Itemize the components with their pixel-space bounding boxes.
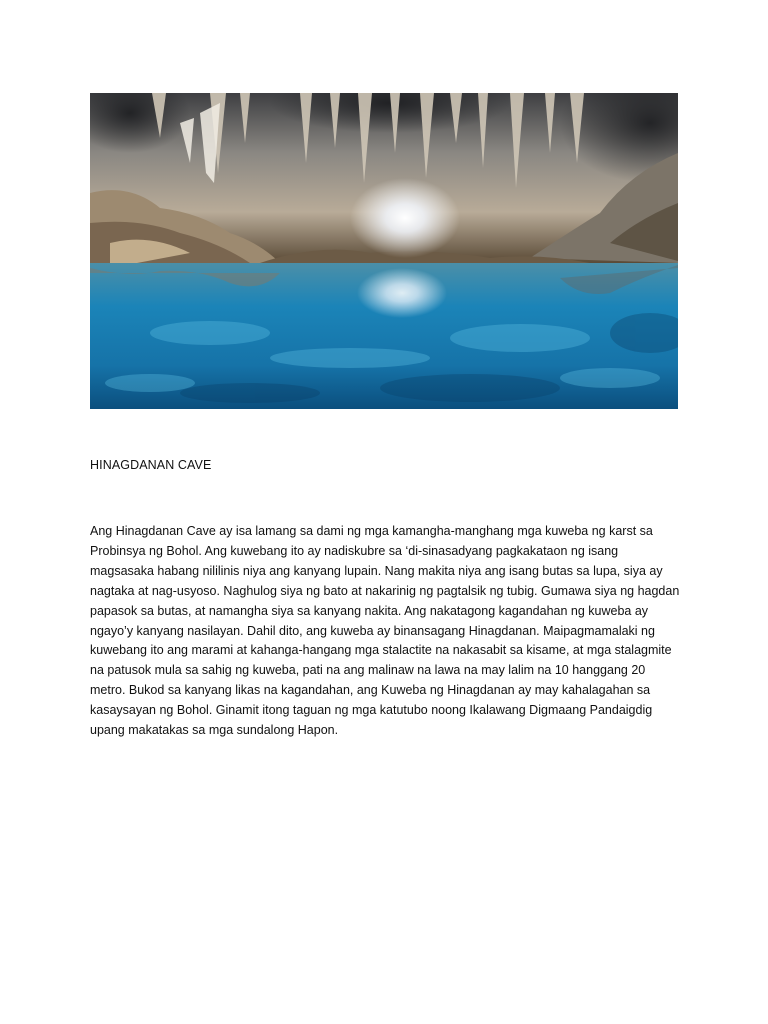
cave-photo — [90, 93, 678, 409]
paragraph-line: metro. Bukod sa kanyang likas na kagandahan, ang Kuweba ng Hinagdanan ay may kahalagahan sa — [90, 683, 651, 698]
paragraph-line: Probinsya ng Bohol. Ang kuwebang ito ay nadiskubre sa ‘di-sinasadyang pagkakataon ng isang — [90, 543, 619, 558]
paragraph-line: kasaysayan ng Bohol. Ginamit itong taguan ng mga katutubo noong Ikalawang Digmaang Pandaigdig — [90, 703, 653, 718]
paragraph-line: kuwebang ito ang marami at kahanga-hangang mga stalactite na nakasabit sa kisame, at mga stalagmite — [90, 643, 672, 658]
paragraph-line: magsasaka habang nililinis niya ang kanyang lupain. Nang makita niya ang isang butas sa lupa, siya ay — [90, 563, 663, 578]
paragraph-line: papasok sa butas, at namangha siya sa kanyang nakita. Ang nakatagong kagandahan ng kuweba ay — [90, 603, 649, 618]
body-paragraph — [90, 522, 680, 741]
paragraph-line: upang makatakas sa mga sundalong Hapon. — [90, 723, 339, 738]
page-title: HINAGDANAN CAVE — [90, 458, 212, 472]
paragraph-line: na patusok mula sa sahig ng kuweba, pati na ang malinaw na lawa na may lalim na 10 hanggang 20 — [90, 663, 646, 678]
paragraph-line: ngayo’y kanyang nasilayan. Dahil dito, ang kuweba ay binansagang Hinagdanan. Maipagmamalaki ng — [90, 623, 655, 638]
paragraph-line: Ang Hinagdanan Cave ay isa lamang sa dami ng mga kamangha-manghang mga kuweba ng karst sa — [90, 524, 653, 538]
paragraph-line: nagtaka at nag-usyoso. Naghulog siya ng bato at nakarinig ng pagtalsik ng tubig. Gumawa siya ng hagdan — [90, 583, 680, 598]
